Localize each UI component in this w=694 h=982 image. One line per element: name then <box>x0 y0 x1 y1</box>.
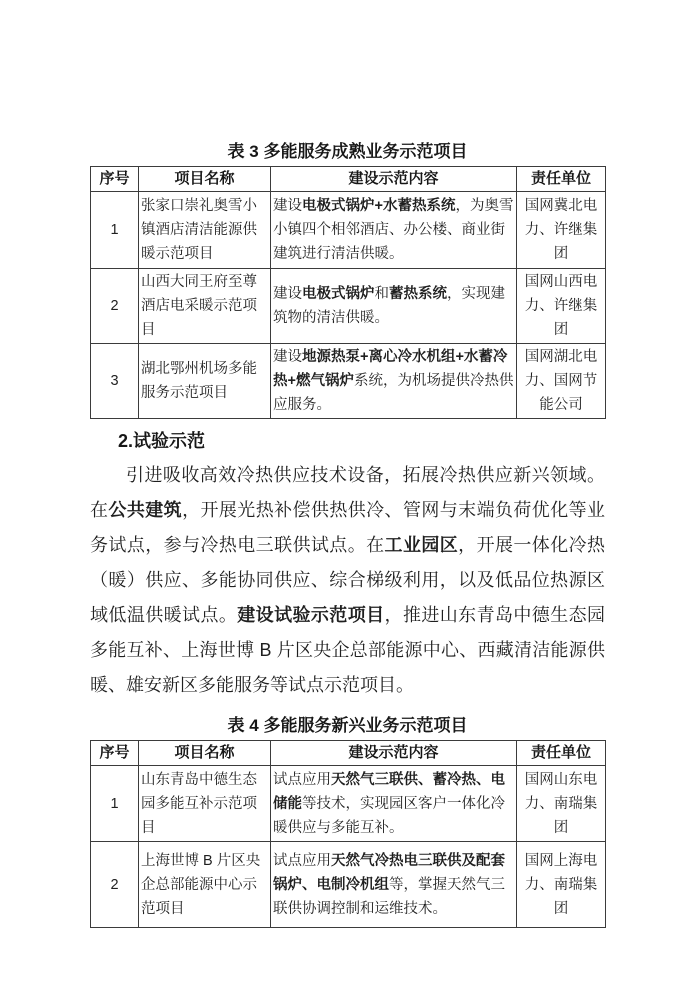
section-heading: 2.试验示范 <box>118 431 206 451</box>
table3-header-row <box>91 167 606 192</box>
unit-cell: 国网山西电力、许继集团 <box>517 269 606 344</box>
project-name-cell: 上海世博 B 片区央企总部能源中心示范项目 <box>139 842 271 928</box>
row-index-cell: 1 <box>91 192 139 269</box>
table-row <box>91 192 606 269</box>
column-header-unit: 责任单位 <box>517 167 606 192</box>
unit-cell: 国网上海电力、南瑞集团 <box>517 842 606 928</box>
row-index-cell: 1 <box>91 766 139 842</box>
column-header-index: 序号 <box>91 167 139 192</box>
table4-title: 表 4 多能服务新兴业务示范项目 <box>227 716 468 735</box>
project-name-cell: 湖北鄂州机场多能服务示范项目 <box>139 344 271 419</box>
content-cell: 试点应用天然气冷热电三联供及配套锅炉、电制冷机组等，掌握天然气三联供协调控制和运维技术。 <box>271 842 517 928</box>
row-index-cell: 2 <box>91 842 139 928</box>
row-index-cell: 2 <box>91 269 139 344</box>
column-header-project-name: 项目名称 <box>139 741 271 766</box>
column-header-index: 序号 <box>91 741 139 766</box>
unit-cell: 国网湖北电力、国网节能公司 <box>517 344 606 419</box>
page-content <box>90 141 605 928</box>
unit-cell: 国网冀北电力、许继集团 <box>517 192 606 269</box>
project-name-cell: 山东青岛中德生态园多能互补示范项目 <box>139 766 271 842</box>
content-cell: 试点应用天然气三联供、蓄冷热、电储能等技术，实现园区客户一体化冷暖供应与多能互补。 <box>271 766 517 842</box>
table4-header-row <box>91 741 606 766</box>
table3 <box>90 166 606 419</box>
row-index-cell: 3 <box>91 344 139 419</box>
content-cell: 建设电极式锅炉和蓄热系统，实现建筑物的清洁供暖。 <box>271 269 517 344</box>
column-header-unit: 责任单位 <box>517 741 606 766</box>
column-header-project-name: 项目名称 <box>139 167 271 192</box>
table3-title: 表 3 多能服务成熟业务示范项目 <box>227 142 468 161</box>
content-cell: 建设电极式锅炉+水蓄热系统，为奥雪小镇四个相邻酒店、办公楼、商业街建筑进行清洁供暖。 <box>271 192 517 269</box>
content-cell: 建设地源热泵+离心冷水机组+水蓄冷热+燃气锅炉系统，为机场提供冷热供应服务。 <box>271 344 517 419</box>
table-row <box>91 344 606 419</box>
unit-cell: 国网山东电力、南瑞集团 <box>517 766 606 842</box>
table4 <box>90 740 606 928</box>
column-header-content: 建设示范内容 <box>271 167 517 192</box>
column-header-content: 建设示范内容 <box>271 741 517 766</box>
table-row <box>91 842 606 928</box>
table-row <box>91 766 606 842</box>
section-paragraph: 引进吸收高效冷热供应技术设备，拓展冷热供应新兴领域。在公共建筑，开展光热补偿供热供冷、管网与末端负荷优化等业务试点，参与冷热电三联供试点。在工业园区，开展一体化冷热（暖）供应、多能协同供应、综合梯级利用，以及低品位热源区域低温供暖试点。建设试验示范项目，推进山东青岛中德生态园多能互补、上海世博 B 片区央企总部能源中心、西藏清洁能源供暖、雄安新区多能服务等试点示范项目。 <box>90 465 606 695</box>
table-row <box>91 269 606 344</box>
project-name-cell: 山西大同王府至尊酒店电采暖示范项目 <box>139 269 271 344</box>
project-name-cell: 张家口崇礼奥雪小镇酒店清洁能源供暖示范项目 <box>139 192 271 269</box>
